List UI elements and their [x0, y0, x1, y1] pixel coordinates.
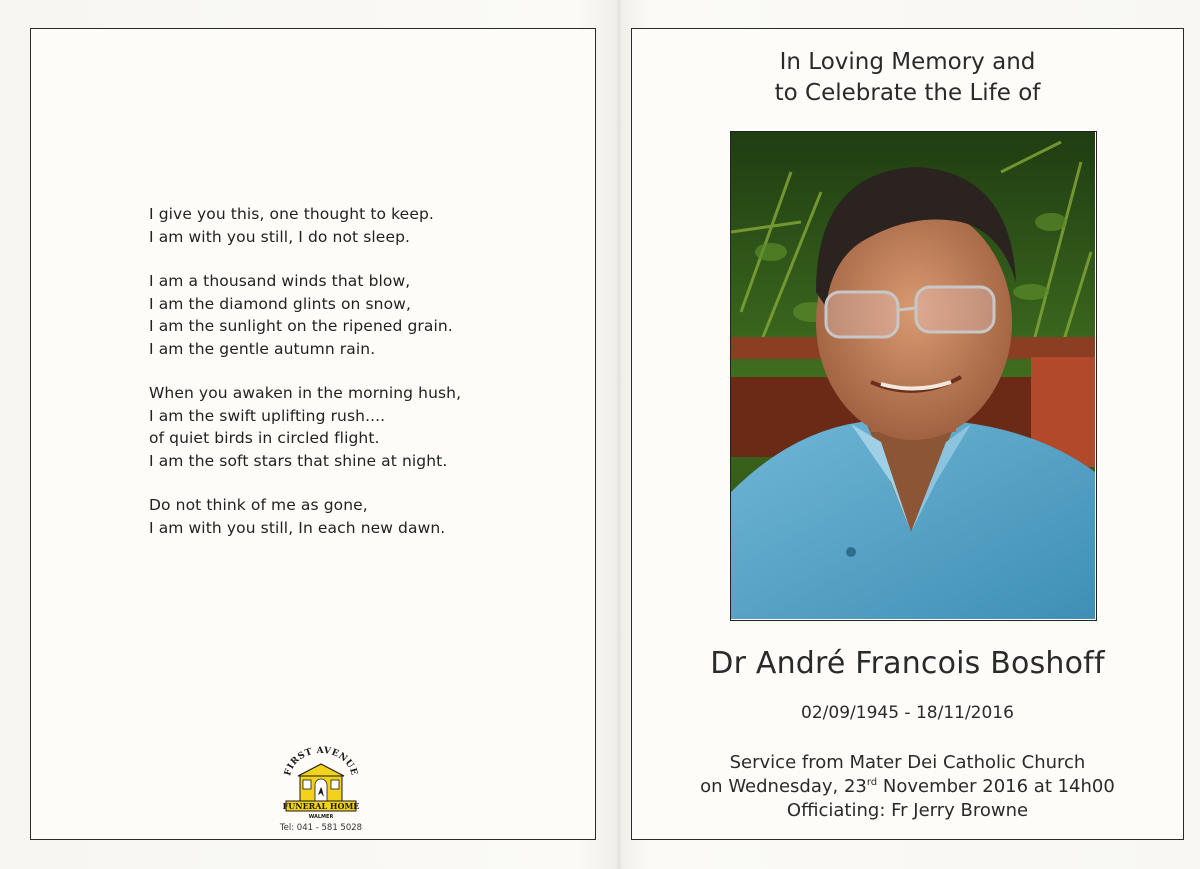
service-date-suffix: November 2016 at 14h00 [877, 776, 1115, 797]
service-details [632, 751, 1183, 823]
poem-line: I am the gentle autumn rain. [149, 339, 376, 358]
heading-line: to Celebrate the Life of [774, 80, 1041, 106]
service-date-prefix: on Wednesday, 23 [700, 776, 867, 797]
poem-line: I am a thousand winds that blow, [149, 272, 411, 290]
poem-stanza [149, 382, 569, 472]
service-date-line [632, 775, 1183, 799]
logo-arc-text: FIRST AVENUE [283, 745, 359, 777]
poem-stanza [149, 203, 569, 248]
poem-line: I am the soft stars that shine at night. [149, 451, 448, 470]
poem-line: Do not think of me as gone, [149, 496, 368, 514]
poem-line: I give you this, one thought to keep. [149, 205, 434, 223]
poem-line: I am the swift uplifting rush.... [149, 406, 386, 425]
funeral-home-phone: Tel: 041 - 581 5028 [279, 823, 363, 833]
life-dates: 02/09/1945 - 18/11/2016 [801, 703, 1014, 723]
officiant-line: Officiating: Fr Jerry Browne [786, 800, 1029, 821]
left-panel [30, 28, 596, 840]
page-fold [616, 0, 622, 869]
poem-stanza [149, 494, 569, 539]
poem [149, 203, 569, 561]
logo-banner-text: FUNERAL HOME [282, 801, 360, 811]
memorial-heading [632, 47, 1183, 109]
logo-sub-text: WALMER [308, 814, 334, 820]
poem-stanza [149, 270, 569, 360]
funeral-home-logo [271, 745, 371, 833]
poem-line: When you awaken in the morning hush, [149, 384, 462, 402]
service-date-ordinal: rd [866, 777, 878, 788]
funeral-home-logo-icon [276, 745, 366, 821]
deceased-name: Dr André Francois Boshoff [710, 646, 1105, 681]
heading-line: In Loving Memory and [779, 49, 1036, 75]
service-line: Service from Mater Dei Catholic Church [729, 752, 1086, 773]
poem-line: I am the sunlight on the ripened grain. [149, 317, 453, 335]
portrait-photo [730, 131, 1097, 621]
poem-line: of quiet birds in circled flight. [149, 429, 380, 447]
poem-line: I am with you still, In each new dawn. [149, 518, 446, 537]
poem-line: I am with you still, I do not sleep. [149, 227, 411, 246]
portrait-photo-icon [731, 132, 1095, 619]
right-panel [631, 28, 1184, 840]
poem-line: I am the diamond glints on snow, [149, 294, 411, 313]
